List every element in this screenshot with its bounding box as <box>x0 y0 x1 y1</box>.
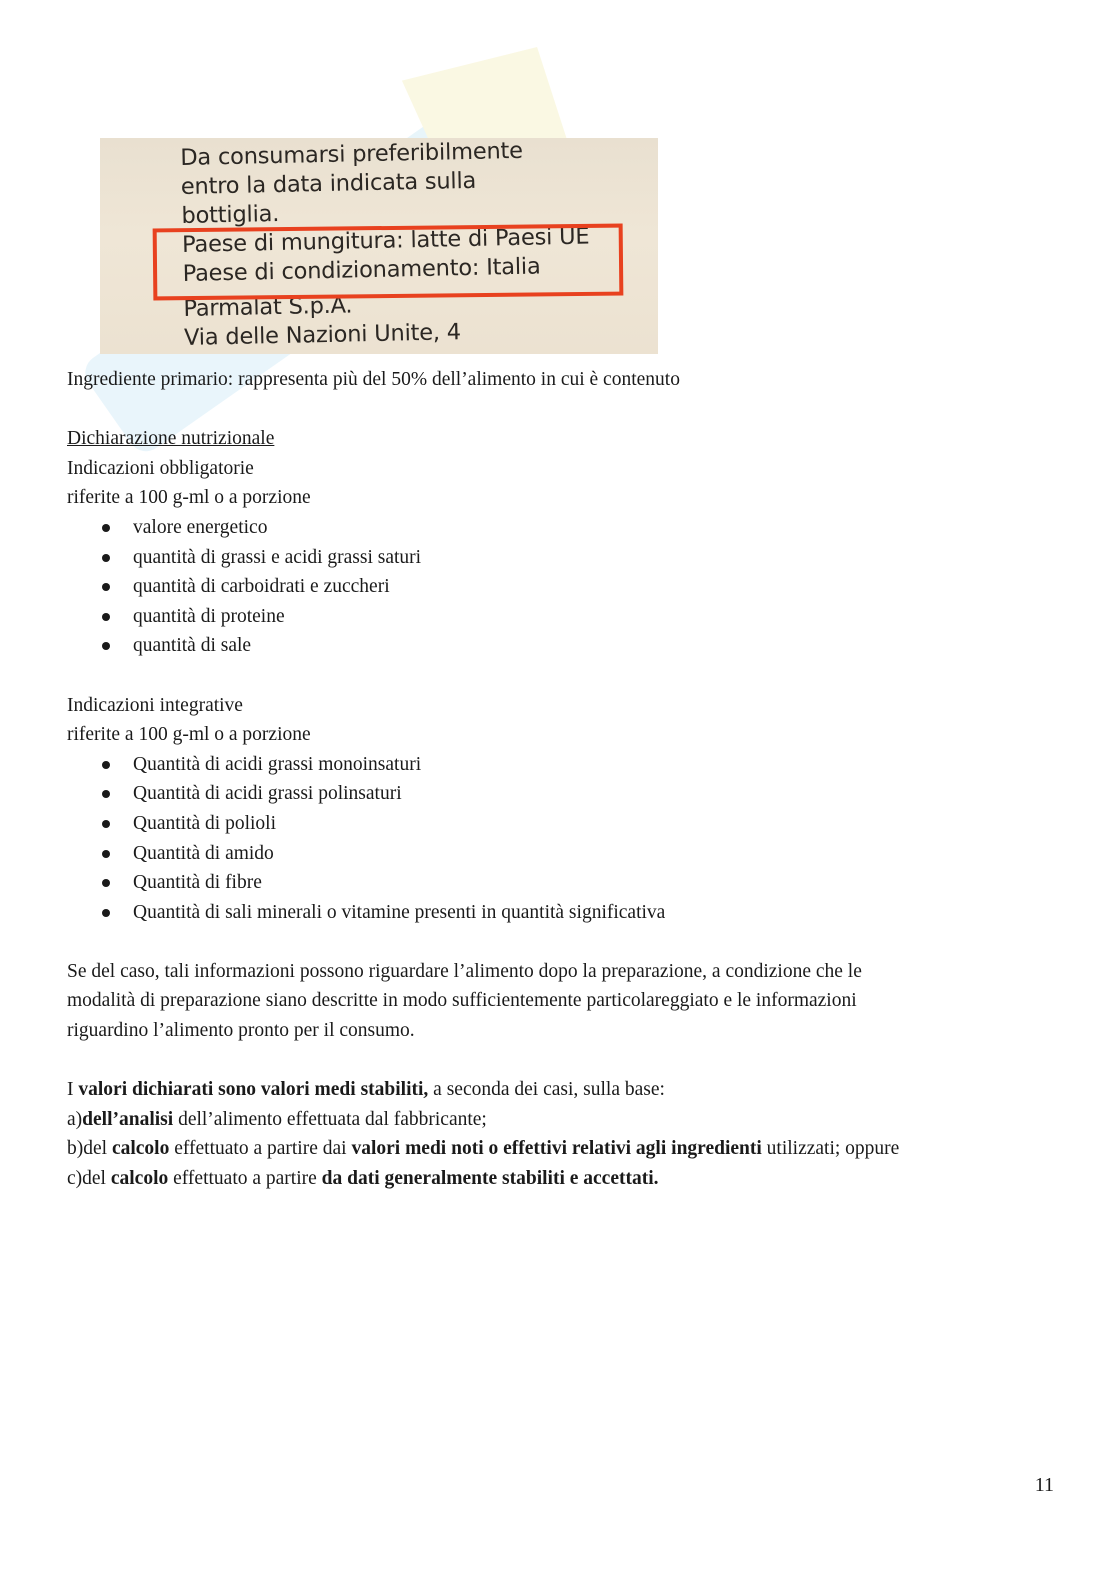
values-line: I valori dichiarati sono valori medi stabiliti, a seconda dei casi, sulla base: <box>67 1079 665 1101</box>
list-item: Quantità di fibre <box>67 868 1057 898</box>
list-item: quantità di sale <box>67 631 1057 661</box>
list-item: quantità di proteine <box>67 602 1057 632</box>
bullet-icon <box>102 909 110 917</box>
label-photo <box>100 138 658 354</box>
photo-line: entro la data indicata sulla <box>180 167 477 200</box>
section-title: Dichiarazione nutrizionale <box>67 428 275 450</box>
photo-line: Parmalat S.p.A. <box>183 292 353 322</box>
values-line: a)dell’analisi dell’alimento effettuata dal fabbricante; <box>67 1108 487 1130</box>
bullet-icon <box>102 820 110 828</box>
list-item: Quantità di amido <box>67 839 1057 869</box>
bullet-icon <box>102 583 110 591</box>
photo-line-boxed: Paese di condizionamento: Italia <box>182 253 541 287</box>
paragraph-line: Se del caso, tali informazioni possono riguardare l’alimento dopo la preparazione, a condizione che le <box>67 960 862 982</box>
bullet-icon <box>102 524 110 532</box>
mandatory-subtitle: riferite a 100 g-ml o a porzione <box>67 487 311 509</box>
list-item: valore energetico <box>67 513 1057 543</box>
page-number: 11 <box>1034 1474 1054 1496</box>
bullet-icon <box>102 850 110 858</box>
list-item: Quantità di acidi grassi polinsaturi <box>67 779 1057 809</box>
bullet-icon <box>102 613 110 621</box>
mandatory-list <box>67 513 1057 661</box>
values-line: b)del calcolo effettuato a partire dai valori medi noti o effettivi relativi agli ingredienti utilizzati; oppure <box>67 1138 900 1160</box>
integrative-subtitle: riferite a 100 g-ml o a porzione <box>67 724 311 746</box>
integrative-list <box>67 750 1057 928</box>
bullet-icon <box>102 642 110 650</box>
list-item: Quantità di acidi grassi monoinsaturi <box>67 750 1057 780</box>
list-item: Quantità di polioli <box>67 809 1057 839</box>
highlight-box <box>153 224 624 301</box>
list-item: Quantità di sali minerali o vitamine presenti in quantità significativa <box>67 898 1057 928</box>
integrative-title: Indicazioni integrative <box>67 694 243 716</box>
photo-line: Da consumarsi preferibilmente <box>180 138 524 171</box>
bullet-icon <box>102 554 110 562</box>
photo-line: bottiglia. <box>181 200 280 229</box>
photo-line: Via delle Nazioni Unite, 4 <box>183 319 462 351</box>
document-body <box>67 365 1057 1194</box>
mandatory-title: Indicazioni obbligatorie <box>67 457 254 479</box>
bullet-icon <box>102 761 110 769</box>
photo-line-boxed: Paese di mungitura: latte di Paesi UE <box>181 223 590 258</box>
paragraph-line: modalità di preparazione siano descritte in modo sufficientemente particolareggiato e le informazioni <box>67 990 857 1012</box>
list-item: quantità di grassi e acidi grassi saturi <box>67 543 1057 573</box>
paragraph-line: riguardino l’alimento pronto per il consumo. <box>67 1020 415 1042</box>
bullet-icon <box>102 790 110 798</box>
list-item: quantità di carboidrati e zuccheri <box>67 572 1057 602</box>
bullet-icon <box>102 879 110 887</box>
values-line: c)del calcolo effettuato a partire da dati generalmente stabiliti e accettati. <box>67 1168 659 1190</box>
intro-text: Ingrediente primario: rappresenta più del 50% dell’alimento in cui è contenuto <box>67 369 680 390</box>
